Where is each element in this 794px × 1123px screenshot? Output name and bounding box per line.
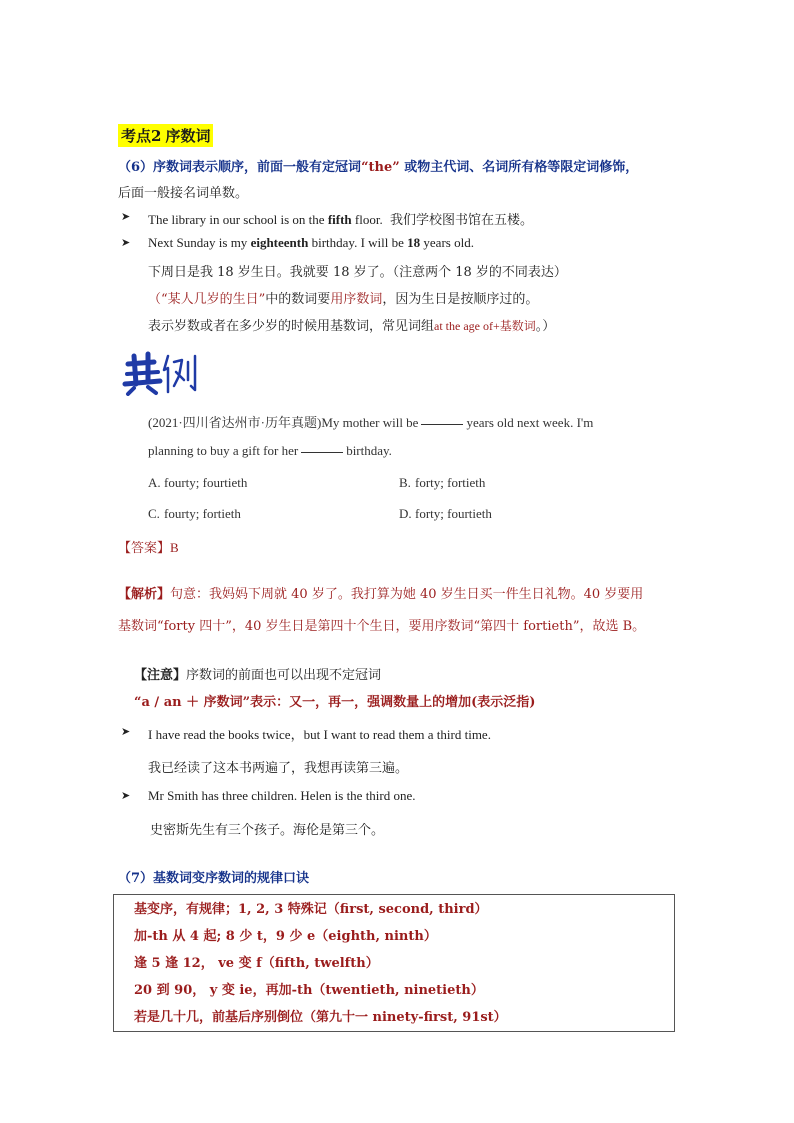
question-line1-a: My mother will be [321, 415, 419, 430]
question-line2 [148, 443, 392, 459]
answer-blank-1 [421, 423, 463, 425]
analysis-text-1: 句意：我妈妈下周就 40 岁了。我打算为她 40 岁生日买一件生日礼物。40 岁要用 [170, 587, 644, 602]
option-letter: B. [399, 475, 411, 490]
question-source: (2021·四川省达州市·历年真题) [148, 415, 322, 430]
ex2-note2-b: at the age of+基数词 [434, 319, 536, 333]
analysis-line1 [118, 583, 643, 602]
option-c [148, 506, 241, 522]
ex4-cn: 史密斯先生有三个孩子。海伦是第三个。 [150, 823, 385, 838]
example1 [148, 209, 533, 228]
ex2-note2-a: 表示岁数或者在多少岁的时候用基数词，常见词组 [148, 319, 435, 334]
option-a [148, 475, 247, 491]
rule6-the: “the” [361, 160, 400, 175]
rule7-title: （7）基数词变序数词的规律口诀 [118, 871, 310, 886]
ex1-pre: The library in our school is on the [148, 212, 328, 227]
note-text: 序数词的前面也可以出现不定冠词 [186, 668, 382, 683]
ex2-mid: birthday. I will be [308, 235, 408, 250]
ex4-en: Mr Smith has three children. Helen is the third one. [148, 788, 416, 803]
ex2-note1-d: ，因为生日是按顺序过的。 [382, 292, 539, 307]
question-line1-b: years old next week. I'm [466, 415, 594, 430]
answer-blank-2 [301, 451, 343, 453]
ex2-note1-b: 中的数词要 [265, 292, 331, 307]
ex1-bold: fifth [327, 212, 352, 227]
option-letter: A. [148, 475, 161, 490]
section-heading [118, 124, 213, 147]
ex2-pre: Next Sunday is my [148, 235, 251, 250]
ex2-note1-c: 用序数词 [330, 292, 383, 307]
rule6-text-a: 序数词表示顺序，前面一般有定冠词 [153, 160, 362, 175]
example-logo [122, 350, 202, 400]
mnemonic-row: 20 到 90， y 变 ie，再加-th（twentieth, ninetieth） [134, 983, 484, 998]
answer-label: 【答案】 [118, 541, 171, 556]
ex2-bold2: 18 [407, 235, 421, 250]
analysis-label: 【解析】 [118, 587, 171, 602]
heading-title: 序数词 [165, 127, 211, 145]
ex2-note2 [148, 315, 555, 334]
option-d [399, 506, 492, 522]
analysis-line2: 基数词“forty 四十”，40 岁生日是第四十个生日，要用序数词“第四十 fortieth”，故选 B。 [118, 619, 646, 634]
rule6-line1 [118, 156, 638, 175]
option-letter: D. [399, 506, 412, 521]
note-label: 【注意】 [134, 668, 187, 683]
note-rule: “a / an ＋ 序数词”表示：又一，再一，强调数量上的增加(表示泛指) [134, 695, 536, 710]
question-line2-b: birthday. [346, 443, 392, 458]
mnemonic-row: 逢 5 逢 12， ve 变 f（fifth, twelfth） [134, 956, 379, 971]
ex1-post: floor. [351, 212, 383, 227]
rule6-line2: 后面一般接名词单数。 [118, 186, 249, 201]
option-text: forty; fourtieth [415, 506, 492, 521]
mnemonic-row: 若是几十几，前基后序别倒位（第九十一 ninety-first, 91st） [134, 1010, 507, 1025]
answer-value: B [170, 540, 179, 555]
ex1-cn: 我们学校图书馆在五楼。 [389, 212, 533, 227]
ex3-cn: 我已经读了这本书两遍了，我想再读第三遍。 [148, 761, 409, 776]
bullet-arrow-icon: ➤ [121, 725, 131, 738]
bullet-arrow-icon: ➤ [121, 236, 131, 249]
bullet-arrow-icon: ➤ [121, 789, 131, 802]
ex2-note1-a: （“某人几岁的生日” [148, 292, 266, 307]
rule6-text-b: 或物主代词、名词所有格等限定词修饰， [404, 160, 639, 175]
note-line [134, 664, 381, 683]
ex2-note1 [148, 288, 538, 307]
heading-label: 考点2 [121, 127, 162, 145]
option-text: fourty; fourtieth [164, 475, 248, 490]
mnemonic-box [113, 894, 675, 1032]
ex2-note2-c: 。） [535, 319, 556, 334]
mnemonic-row: 基变序，有规律；1, 2, 3 特殊记（first, second, third） [134, 902, 488, 917]
example2 [148, 235, 474, 251]
rule6-number: （6） [118, 160, 154, 175]
question-line2-a: planning to buy a gift for her [148, 443, 299, 458]
bullet-arrow-icon: ➤ [121, 210, 131, 223]
option-text: fourty; fortieth [164, 506, 241, 521]
option-text: forty; fortieth [415, 475, 486, 490]
mnemonic-row: 加-th 从 4 起; 8 少 t，9 少 e（eighth, ninth） [134, 929, 437, 944]
ex3-en: I have read the books twice，but I want to read them a third time. [148, 727, 491, 742]
ex2-post: years old. [420, 235, 474, 250]
option-b [399, 475, 485, 491]
answer [118, 537, 179, 556]
option-letter: C. [148, 506, 160, 521]
question-line1 [148, 412, 593, 431]
ex2-bold: eighteenth [250, 235, 309, 250]
ex2-cn: 下周日是我 18 岁生日。我就要 18 岁了。（注意两个 18 岁的不同表达） [148, 265, 567, 280]
